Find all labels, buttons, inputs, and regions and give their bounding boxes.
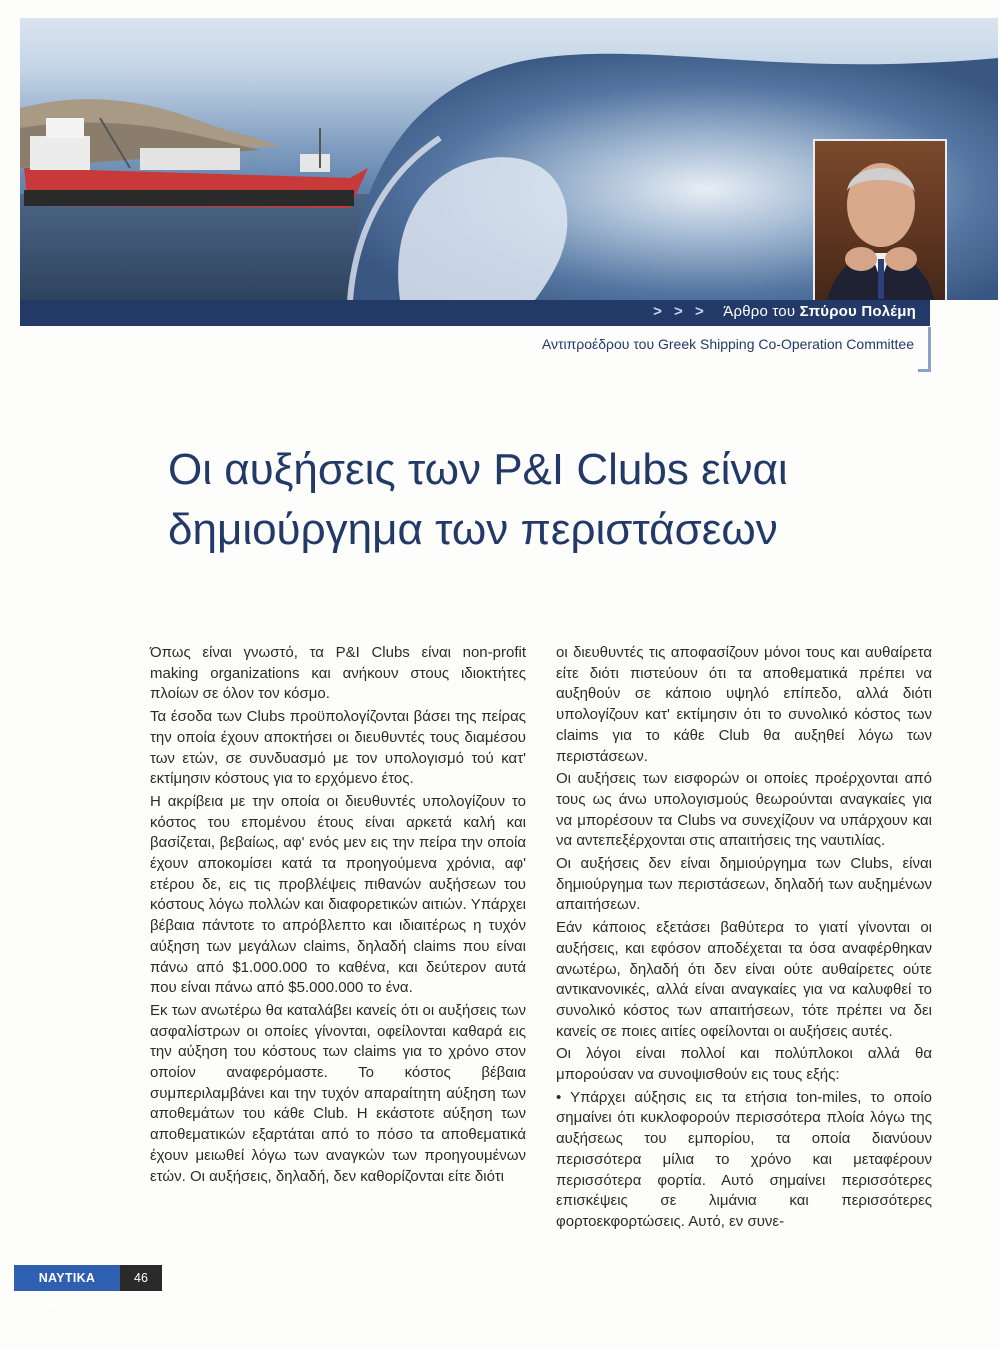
magazine-name: ΝΑΥΤΙΚΑ ΧΡΟΝΙΚΑ — [14, 1265, 120, 1291]
article-column-left — [150, 643, 526, 1189]
article-title-line-1: Οι αυξήσεις των P&I Clubs είναι — [168, 445, 788, 494]
article-title-line-2: δημιούργημα των περιστάσεων — [168, 505, 778, 554]
article-title — [168, 440, 868, 560]
author-portrait — [813, 139, 947, 300]
byline-author: Σπύρου Πολέμη — [799, 303, 916, 320]
header-banner-image — [20, 18, 998, 300]
paragraph: Η ακρίβεια με την οποία οι διευθυντές υπολογίζουν το κόστος του επομένου έτους είναι αρκετά καλή και βασίζεται, βεβαίως, αφ' ενός μεν εις την πείρα την οποία έχουν αποκομίσει κατά τα προηγούμενα χρόνια, αφ' ετέρου δε, εις τις προβλέψεις πιθανών αυξήσεων του κόστους λόγω πολλών και διαφορετικών αιτιών. Υπάρχει βέβαια πάντοτε το απρόβλεπτο και ιδιαιτέρως η τυχόν αύξηση των μεγάλων claims, δηλαδή claims που είναι πάνω από $1.000.000 το καθένα, και δεύτερον αυτά που είναι πάνω από $5.000.000 το ένα. — [150, 792, 526, 997]
page-number: 46 — [120, 1265, 162, 1291]
paragraph: Οι αυξήσεις των εισφορών οι οποίες προέρχονται από τους ως άνω υπολογισμούς θεωρούνται αναγκαίες για να μπορέσουν τα Clubs να συνεχίζουν να υπάρχουν και να αντεπεξέρχονται στις απαιτήσεις της ναυτιλίας. — [556, 770, 932, 850]
article-column-right — [556, 643, 932, 1235]
author-photo — [815, 141, 945, 300]
paragraph: οι διευθυντές τις αποφασίζουν μόνοι τους και αυθαίρετα είτε διότι πιστεύουν ότι τα αποθεματικά πρέπει να αυξηθούν σε κάποιο υψηλό επίπεδο, αλλά διότι υπολογίζουν κατ' εκτίμησιν ότι το συνολικό κόστος των claims για το κάθε Club θα αυξηθεί λόγω των περιστάσεων. — [556, 644, 932, 765]
paragraph: Εκ των ανωτέρω θα καταλάβει κανείς ότι οι αυξήσεις των ασφαλίστρων οι οποίες γίνονται, οφείλονται καθαρά εις την αύξηση του κόστους των claims για το χρόνο στον οποίον αναφερόμαστε. Το κόστος βέβαια συμπεριλαμβάνει και την τυχόν απαραίτητη αύξηση των αποθεμάτων του κάθε Club. Η εκάστοτε αύξηση των αποθεματικών εξαρτάται από το πόσο τα αποθεματικά έχουν μειωθεί λόγω των αναγκών των προηγουμένων ετών. Οι αυξήσεις, δηλαδή, δεν καθορίζονται είτε διότι — [150, 1001, 526, 1185]
paragraph: Οι λόγοι είναι πολλοί και πολύπλοκοι αλλά θα μπορούσαν να συνοψισθούν εις τους εξής: — [556, 1045, 932, 1084]
decorative-bracket — [918, 327, 931, 372]
bullet-paragraph: • Υπάρχει αύξησις εις τα ετήσια ton-miles, το οποίο σημαίνει ότι κυκλοφορούν περισσότερα πλοία λόγω της αυξήσεως του εμπορίου, τα οποία διανύουν περισσότερα μίλια το χρόνο και μεταφέρουν περισσότερα φορτία. Αυτό σημαίνει περισσότερες επισκέψεις σε λιμάνια και περισσότερες φορτοεκφορτώσεις. Αυτό, εν συνε- — [556, 1088, 932, 1230]
paragraph: Τα έσοδα των Clubs προϋπολογίζονται βάσει της πείρας την οποία έχουν αποκτήσει οι διευθυντές τους διαμέσου των ετών, σε συνδυασμό με τον υπολογισμό τού κατ' εκτίμησιν κόστους για το ερχόμενο έτος. — [150, 708, 526, 788]
paragraph: Εάν κάποιος εξετάσει βαθύτερα το γιατί γίνονται οι αυξήσεις, και εφόσον αποδέχεται τα όσα αναφέρθηκαν ανωτέρω, δηλαδή ότι δεν είναι ούτε αυθαίρετες ούτε αντικανονικές, αλλά είναι αναγκαίες για να καλυφθεί το συνολικό κόστος των απαιτήσεων, τότε πρέπει να δει κανείς σε ποιες αιτίες οφείλονται οι αυξήσεις αυτές. — [556, 919, 932, 1040]
author-role: Αντιπροέδρου του Greek Shipping Co-Operation Committee — [541, 336, 914, 352]
byline-label: Άρθρο του — [723, 303, 796, 320]
paragraph: Οι αυξήσεις δεν είναι δημιούργημα των Clubs, είναι δημιούργημα των περιστάσεων, δηλαδή των αυξημένων απαιτήσεων. — [556, 855, 932, 914]
paragraph: Όπως είναι γνωστό, τα P&I Clubs είναι non-profit making organizations και ανήκουν στους ιδιοκτήτες πλοίων σε όλον τον κόσμο. — [150, 644, 526, 703]
byline — [653, 303, 916, 320]
byline-bar — [20, 300, 930, 326]
chevron-right-icon: > > > — [653, 303, 708, 320]
